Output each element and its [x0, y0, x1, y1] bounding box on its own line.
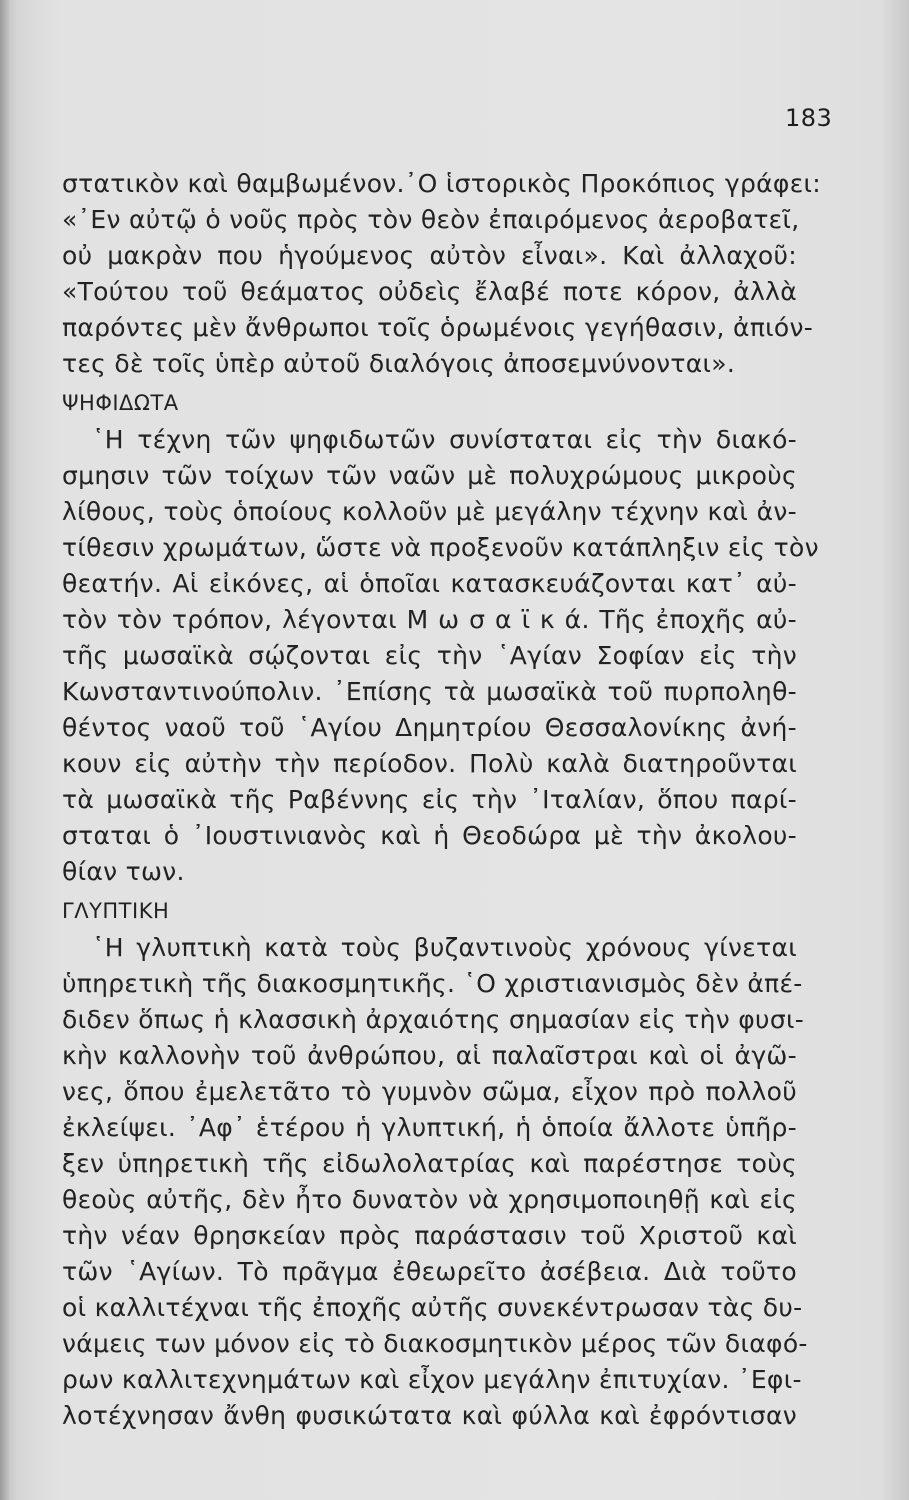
text-line: «Τούτου τοῦ θεάματος οὐδεὶς ἔλαβέ ποτε κόρον, ἀλλὰ	[62, 277, 797, 306]
text-line: τῆς μωσαϊκὰ σῴζονται εἰς τὴν ῾Αγίαν Σοφίαν εἰς τὴν	[62, 641, 797, 670]
text-line: ὑπηρετικὴ τῆς διακοσμητικῆς. ῾Ο χριστιανισμὸς δὲν ἀπέ-	[62, 969, 803, 998]
text-line: νάμεις των μόνον εἰς τὸ διακοσμητικὸν μέρος τῶν διαφό-	[62, 1329, 808, 1358]
text-line: θίαν των.	[62, 857, 185, 886]
book-spine-shadow	[0, 0, 10, 1500]
text-line: τῶν ῾Αγίων. Τὸ πρᾶγμα ἐθεωρεῖτο ἀσέβεια. Διὰ τοῦτο	[62, 1257, 797, 1286]
text-line: θέντος ναοῦ τοῦ ῾Αγίου Δημητρίου Θεσσαλονίκης ἀνή-	[62, 713, 797, 742]
text-line: τὰ μωσαϊκὰ τῆς Ραβέννης εἰς τὴν ᾿Ιταλίαν, ὅπου παρί-	[62, 785, 797, 814]
text-line: σταται ὁ ᾿Ιουστινιανὸς καὶ ἡ Θεοδώρα μὲ τὴν ἀκολου-	[62, 821, 797, 850]
paragraph-sculpture	[62, 930, 808, 1434]
text-line: τες δὲ τοῖς ὑπὲρ αὐτοῦ διαλόγοις ἀποσεμνύνονται».	[62, 349, 736, 378]
text-line: παρόντες μὲν ἄνθρωποι τοῖς ὁρωμένοις γεγήθασιν, ἀπιόν-	[62, 313, 814, 342]
text-line: στατικὸν καὶ θαμβωμένον.᾿Ο ἱστορικὸς Προκόπιος γράφει:	[62, 169, 822, 198]
text-line: τὸν τὸν τρόπον, λέγονται Μ ω σ α ϊ κ ά. Τῆς ἐποχῆς αὐ-	[62, 605, 797, 634]
text-line: τίθεσιν χρωμάτων, ὥστε νὰ προξενοῦν κατάπληξιν εἰς τὸν	[62, 533, 819, 562]
text-line: νες, ὅπου ἐμελετᾶτο τὸ γυμνὸν σῶμα, εἶχον πρὸ πολλοῦ	[62, 1077, 797, 1106]
text-line: θεατήν. Αἱ εἰκόνες, αἱ ὁποῖαι κατασκευάζονται κατ᾿ αὐ-	[62, 569, 797, 598]
text-line: διδεν ὅπως ἡ κλασσικὴ ἀρχαιότης σημασίαν εἰς τὴν φυσι-	[62, 1005, 805, 1034]
page-number: 183	[785, 104, 833, 132]
text-line: τὴν νέαν θρησκείαν πρὸς παράστασιν τοῦ Χριστοῦ καὶ	[62, 1221, 797, 1250]
text-line: ἐκλείψει. ᾿Αφ᾿ ἑτέρου ἡ γλυπτική, ἡ ὁποία ἄλλοτε ὑπῆρ-	[62, 1113, 797, 1142]
section-heading-sculpture: ΓΛΥΠΤΙΚΗ	[62, 899, 170, 923]
text-line: «᾿Εν αὐτῷ ὁ νοῦς πρὸς τὸν θεὸν ἐπαιρόμενος ἀεροβατεῖ,	[62, 205, 800, 234]
text-line: κὴν καλλονὴν τοῦ ἀνθρώπου, αἱ παλαῖστραι καὶ οἱ ἀγῶ-	[62, 1041, 797, 1070]
text-line: οὐ μακρὰν που ἡγούμενος αὐτὸν εἶναι». Καὶ ἀλλαχοῦ:	[62, 241, 797, 270]
page-body	[62, 166, 822, 1434]
section-heading-mosaics: ΨΗΦΙΔΩΤΑ	[62, 391, 179, 415]
paragraph-intro	[62, 166, 822, 382]
text-line: ῾Η τέχνη τῶν ψηφιδωτῶν συνίσταται εἰς τὴν διακό-	[92, 425, 797, 454]
text-line: σμησιν τῶν τοίχων τῶν ναῶν μὲ πολυχρώμους μικροὺς	[62, 461, 797, 490]
paragraph-mosaics	[62, 422, 819, 890]
text-line: θεοὺς αὐτῆς, δὲν ἦτο δυνατὸν νὰ χρησιμοποιηθῇ καὶ εἰς	[62, 1185, 797, 1214]
text-line: ξεν ὑπηρετικὴ τῆς εἰδωλολατρίας καὶ παρέστησε τοὺς	[62, 1149, 797, 1178]
text-line: Κωνσταντινούπολιν. ᾿Επίσης τὰ μωσαϊκὰ τοῦ πυρποληθ-	[62, 677, 797, 706]
text-line: ῾Η γλυπτικὴ κατὰ τοὺς βυζαντινοὺς χρόνους γίνεται	[92, 933, 797, 962]
text-line: οἱ καλλιτέχναι τῆς ἐποχῆς αὐτῆς συνεκέντρωσαν τὰς δυ-	[62, 1293, 803, 1322]
text-line: λοτέχνησαν ἄνθη φυσικώτατα καὶ φύλλα καὶ ἐφρόντισαν	[62, 1401, 797, 1430]
text-line: κουν εἰς αὐτὴν τὴν περίοδον. Πολὺ καλὰ διατηροῦνται	[62, 749, 797, 778]
text-line: λίθους, τοὺς ὁποίους κολλοῦν μὲ μεγάλην τέχνην καὶ ἀν-	[62, 497, 797, 526]
text-line: ρων καλλιτεχνημάτων καὶ εἶχον μεγάλην ἐπιτυχίαν. ᾿Εφι-	[62, 1365, 802, 1394]
